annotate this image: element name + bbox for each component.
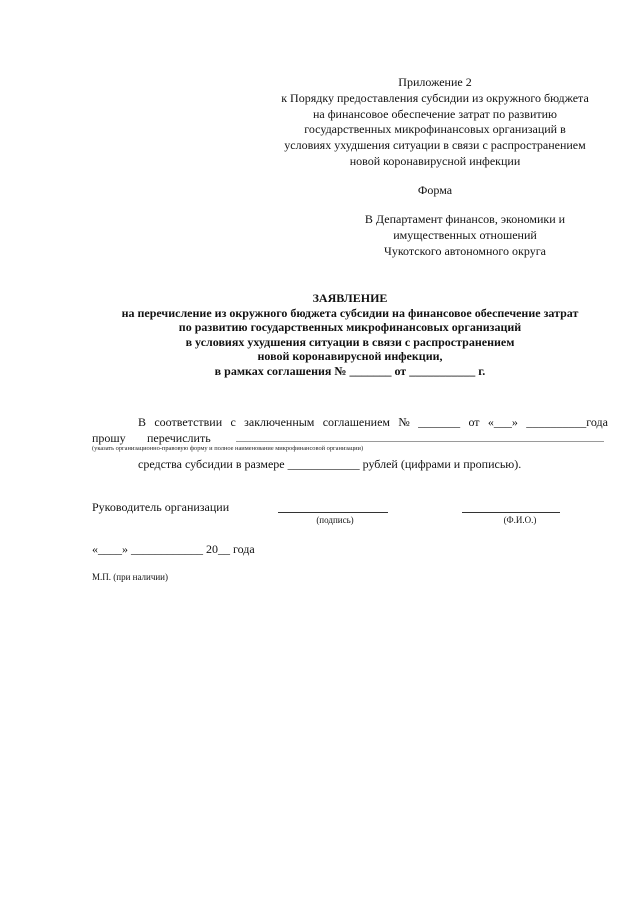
appendix-line: новой коронавирусной инфекции: [349, 153, 521, 168]
body-word: перечислить: [147, 431, 211, 445]
body-word: прошу: [92, 431, 126, 445]
addressee-line: имущественных отношений: [393, 227, 537, 242]
body-word: соглашением: [322, 415, 391, 429]
full-name-blank: [462, 512, 560, 513]
body-paragraph-line: [138, 415, 608, 430]
body-word: №: [398, 415, 410, 429]
appendix-block: [260, 75, 610, 170]
organization-name-hint: (указать организационно-правовую форму и полное наименование микрофинансовой организации): [92, 445, 364, 452]
appendix-line: к Порядку предоставления субсидии из окружного бюджета: [281, 90, 589, 105]
body-word: с: [230, 415, 236, 429]
agreement-year-blank: __________года: [526, 415, 608, 429]
head-of-organization-label: Руководитель организации: [92, 500, 230, 514]
agreement-day-blank: «___»: [487, 415, 518, 429]
full-name-caption: (Ф.И.О.): [503, 515, 537, 525]
agreement-number-blank: _______: [418, 415, 461, 429]
stamp-placeholder: М.П. (при наличии): [92, 572, 168, 582]
addressee-line: В Департамент финансов, экономики и: [364, 212, 566, 226]
form-label: Форма: [417, 183, 453, 197]
appendix-line: на финансовое обеспечение затрат по развитию: [313, 106, 557, 121]
subsidy-amount-line: средства субсидии в размере ____________ рублей (цифрами и прописью).: [138, 457, 522, 471]
title-line: по развитию государственных микрофинансовых организаций: [178, 320, 522, 335]
body-word: заключенным: [244, 415, 315, 429]
addressee-block: [330, 212, 600, 259]
title-line: на перечисление из окружного бюджета субсидии на финансовое обеспечение затрат: [121, 305, 579, 320]
appendix-line: государственных микрофинансовых организаций в: [304, 122, 566, 137]
body-word: соответствии: [154, 415, 223, 429]
application-title: [60, 291, 640, 379]
title-line: в условиях ухудшения ситуации в связи с распространением: [185, 334, 515, 349]
body-word: В: [138, 415, 147, 429]
date-line: «____» ____________ 20__ года: [92, 542, 255, 556]
addressee-line: Чукотского автономного округа: [384, 243, 546, 258]
signature-blank: [278, 512, 388, 513]
title-line: в рамках соглашения № _______ от ___________ г.: [214, 363, 486, 378]
title-line: новой коронавирусной инфекции,: [257, 349, 443, 364]
signature-caption: (подпись): [316, 515, 354, 525]
appendix-line: условиях ухудшения ситуации в связи с распространением: [284, 138, 586, 153]
title-heading: ЗАЯВЛЕНИЕ: [312, 291, 388, 305]
organization-name-blank: [236, 441, 604, 442]
body-word: от: [468, 415, 480, 429]
appendix-line: Приложение 2: [398, 75, 472, 89]
